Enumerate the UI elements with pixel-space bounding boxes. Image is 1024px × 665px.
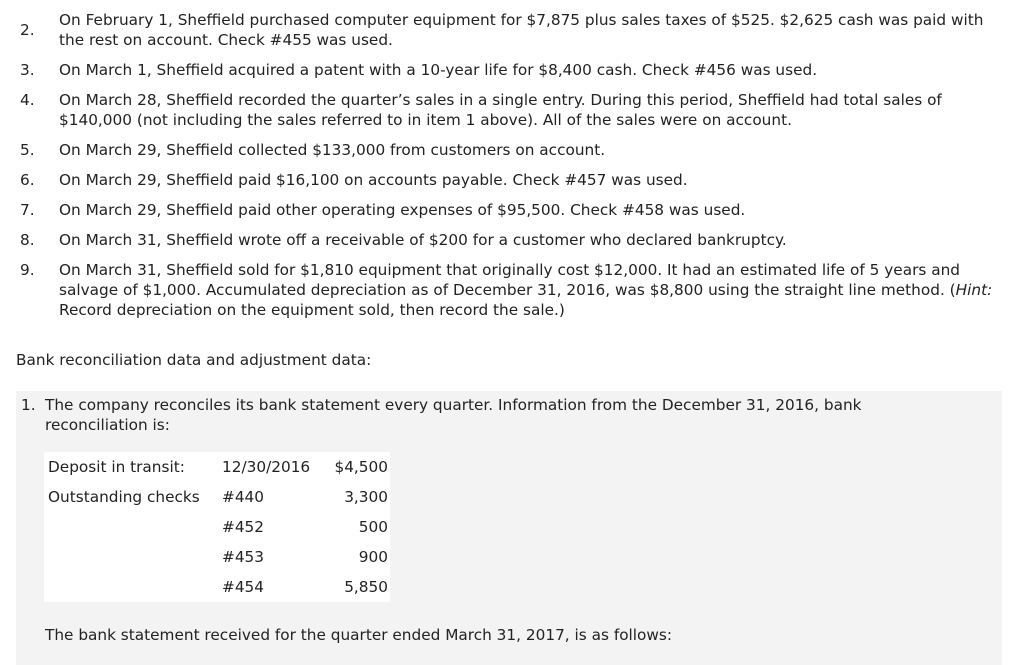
row-reference: #440 xyxy=(222,488,265,506)
row-amount: 500 xyxy=(358,518,388,536)
item-text: On March 1, Sheffield acquired a patent with a 10-year life for $8,400 cash. Check #456 was used. xyxy=(59,61,818,79)
item-number: 5. xyxy=(20,141,35,159)
row-reference: #453 xyxy=(222,548,265,566)
row-reference: #452 xyxy=(222,518,265,536)
row-label: Outstanding checks xyxy=(48,488,200,506)
panel-item-number: 1. xyxy=(21,396,36,414)
table-row xyxy=(44,512,390,542)
item-number: 3. xyxy=(20,61,35,79)
item-text-part: On March 31, Sheffield sold for $1,810 equipment that originally cost $12,000. It had an estimated life of 5 years and salvage of $1,000. Accumulated depreciation as of December 31, 2016, was $8,800 using the straight line method. ( xyxy=(59,261,960,299)
item-text: On March 28, Sheffield recorded the quarter’s sales in a single entry. During this period, Sheffield had total sales of $140,000 (not including the sales referred to in item 1 above). All of the sales were on account. xyxy=(59,91,942,129)
item-text-part: Record depreciation on the equipment sold, then record the sale.) xyxy=(59,301,565,319)
item-text xyxy=(59,260,1009,320)
item-text: On March 29, Sheffield paid $16,100 on accounts payable. Check #457 was used. xyxy=(59,171,688,189)
row-amount: 900 xyxy=(358,548,388,566)
hint-label: Hint: xyxy=(955,281,993,299)
table-row xyxy=(44,542,390,572)
item-number: 7. xyxy=(20,201,35,219)
item-number: 9. xyxy=(20,261,35,279)
reconciliation-table xyxy=(44,452,390,602)
section-heading: Bank reconciliation data and adjustment data: xyxy=(16,351,372,369)
panel-footer-text: The bank statement received for the quarter ended March 31, 2017, is as follows: xyxy=(45,626,673,644)
row-amount: 5,850 xyxy=(344,578,388,596)
table-row xyxy=(44,482,390,512)
item-number: 4. xyxy=(20,91,35,109)
table-row xyxy=(44,452,390,482)
row-amount: $4,500 xyxy=(334,458,388,476)
panel-text: The company reconciles its bank statement every quarter. Information from the December 31, 2016, bank reconciliation is: xyxy=(45,396,862,434)
item-text: On March 29, Sheffield collected $133,000 from customers on account. xyxy=(59,141,606,159)
table-row xyxy=(44,572,390,602)
row-amount: 3,300 xyxy=(344,488,388,506)
row-reference: 12/30/2016 xyxy=(222,458,311,476)
item-text: On February 1, Sheffield purchased computer equipment for $7,875 plus sales taxes of $525. $2,625 cash was paid with the rest on account. Check #455 was used. xyxy=(59,11,984,49)
item-text: On March 29, Sheffield paid other operating expenses of $95,500. Check #458 was used. xyxy=(59,201,746,219)
item-number: 6. xyxy=(20,171,35,189)
item-number: 8. xyxy=(20,231,35,249)
reconciliation-panel xyxy=(16,391,1002,665)
item-text: On March 31, Sheffield wrote off a receivable of $200 for a customer who declared bankruptcy. xyxy=(59,231,787,249)
item-number: 2. xyxy=(20,21,35,39)
row-reference: #454 xyxy=(222,578,265,596)
row-label: Deposit in transit: xyxy=(48,458,185,476)
